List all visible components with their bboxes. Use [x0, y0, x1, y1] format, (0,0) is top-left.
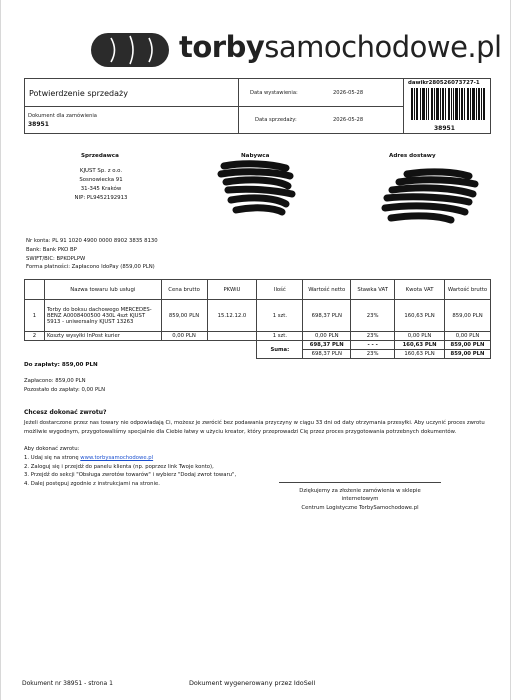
delivery-heading: Adres dostawy: [389, 153, 436, 159]
column-header: Kwota VAT: [395, 280, 445, 300]
barcode-code: dawikr280526073727-1: [408, 80, 480, 86]
vat-rate: 23%: [351, 300, 395, 332]
column-header: Wartość netto: [303, 280, 351, 300]
account-number: Nr konta: PL 91 1020 4900 0000 8902 3835 8130: [26, 238, 158, 244]
buyer-redaction-scribble: [216, 160, 298, 218]
product-name: Torby do boksu dachowego MERCEDES-BENZ A0008400500 430L 4szt KJUST 5913 - uniwersalny KJUST 13263: [44, 300, 161, 332]
returns-step-4: 4. Dalej postępuj zgodnie z instrukcjami na stronie.: [24, 481, 160, 487]
sum-total-row: [25, 341, 491, 350]
column-header: Nazwa towaru lub usługi: [44, 280, 161, 300]
seller-line: KJUST Sp. z o.o.: [79, 168, 123, 174]
column-header: Ilość: [257, 280, 303, 300]
product-name: Koszty wysyłki InPost kurier: [44, 332, 161, 341]
vat-rate: 23%: [351, 332, 395, 341]
gross-value: 859,00 PLN: [445, 300, 491, 332]
order-number: 38951: [28, 121, 49, 128]
pkwiu-code: 15.12.12.0: [207, 300, 257, 332]
sum-rate-gross: 859,00 PLN: [445, 350, 491, 359]
amount-to-pay: Do zapłaty: 859,00 PLN: [24, 362, 98, 368]
returns-how-label: Aby dokonać zwrotu:: [24, 446, 80, 452]
gross-price: 0,00 PLN: [161, 332, 207, 341]
net-value: 698,37 PLN: [303, 300, 351, 332]
table-header-row: [25, 280, 491, 300]
sum-net: 698,37 PLN: [303, 341, 351, 350]
seller-line: NIP: PL9452192913: [74, 195, 128, 201]
quantity: 1 szt.: [257, 332, 303, 341]
signature-line: [279, 482, 441, 483]
gross-value: 0,00 PLN: [445, 332, 491, 341]
pkwiu-code: [207, 332, 257, 341]
buyer-heading: Nabywca: [241, 153, 270, 159]
column-header: Cena brutto: [161, 280, 207, 300]
table-row: [25, 300, 491, 332]
returns-title: Chcesz dokonać zwrotu?: [24, 409, 107, 416]
vat-amount: 0,00 PLN: [395, 332, 445, 341]
barcode-number: 38951: [434, 125, 455, 132]
column-header: Wartość brutto: [445, 280, 491, 300]
sum-rate-vat: 160,63 PLN: [395, 350, 445, 359]
swift-code: SWIFT/BIC: BPKOPLPW: [26, 256, 86, 262]
sum-vat-rate: - - -: [351, 341, 395, 350]
returns-step-1: 1. Udaj się na stronę www.torbysamochodowe.pl: [24, 455, 154, 461]
table-row: [25, 332, 491, 341]
row-number: 2: [25, 332, 45, 341]
amount-remaining: Pozostało do zapłaty: 0,00 PLN: [24, 387, 106, 393]
gross-price: 859,00 PLN: [161, 300, 207, 332]
order-doc-label: Dokument dla zamówienia: [28, 113, 97, 119]
document-title: Potwierdzenie sprzedaży: [29, 89, 128, 98]
issue-date-label: Data wystawienia:: [250, 90, 298, 96]
seller-heading: Sprzedawca: [81, 153, 119, 159]
page-footer-right: Dokument wygenerowany przez IdoSell: [189, 679, 316, 687]
barcode-icon: [411, 88, 485, 120]
brand-logo: [89, 28, 502, 72]
shop-website-link[interactable]: www.torbysamochodowe.pl: [80, 455, 154, 461]
delivery-redaction-scribble: [377, 168, 481, 226]
items-table: [24, 279, 491, 359]
sum-vat: 160,63 PLN: [395, 341, 445, 350]
net-value: 0,00 PLN: [303, 332, 351, 341]
thanks-note: Dziękujemy za złożenie zamówienia w sklepie internetowym Centrum Logistyczne TorbySamochodowe.pl: [299, 488, 421, 511]
sale-date-value: 2026-05-28: [333, 117, 364, 123]
seller-line: Sosnowiecka 91: [79, 177, 123, 183]
column-header: Stawka VAT: [351, 280, 395, 300]
brand-wordmark: torbysamochodowe.pl: [179, 30, 502, 64]
vat-amount: 160,63 PLN: [395, 300, 445, 332]
quantity: 1 szt.: [257, 300, 303, 332]
sum-gross: 859,00 PLN: [445, 341, 491, 350]
sum-label: Suma:: [257, 341, 303, 359]
seller-line: 31-345 Kraków: [80, 186, 122, 192]
returns-step-2: 2. Zaloguj się i przejdź do panelu klienta (np. poprzez link Twoje konto),: [24, 464, 214, 470]
sum-rate-vat-rate: 23%: [351, 350, 395, 359]
row-number: 1: [25, 300, 45, 332]
returns-text: Jeżeli dostarczone przez nas towary nie odpowiadają Ci, możesz je zwrócić bez podawania przyczyny w ciągu 33 dni od daty otrzymania przesyłki. Aby uczynić proces zwrotu możliwie wygodnym, przygotowaliśmy specjalnie dla Ciebie łatwy w użyciu kreator, który przeprowadzi Cię przez proces przygotowania potrzebnych dokumentów.: [24, 420, 485, 435]
issue-date-value: 2026-05-28: [333, 90, 364, 96]
returns-step-3: 3. Przejdź do sekcji "Obsługa zwrotów towarów" i wybierz "Dodaj zwrot towaru",: [24, 472, 237, 478]
page-footer-left: Dokument nr 38951 - strona 1: [22, 680, 113, 687]
bank-name: Bank: Bank PKO BP: [26, 247, 77, 253]
column-header: [25, 280, 45, 300]
sale-date-label: Data sprzedaży:: [255, 117, 297, 123]
bag-logo-icon: [89, 30, 171, 70]
amount-paid: Zapłacono: 859,00 PLN: [24, 378, 86, 384]
sum-rate-net: 698,37 PLN: [303, 350, 351, 359]
payment-method: Forma płatności: Zapłacono IdoPay (859,00 PLN): [26, 264, 155, 270]
column-header: PKWiU: [207, 280, 257, 300]
